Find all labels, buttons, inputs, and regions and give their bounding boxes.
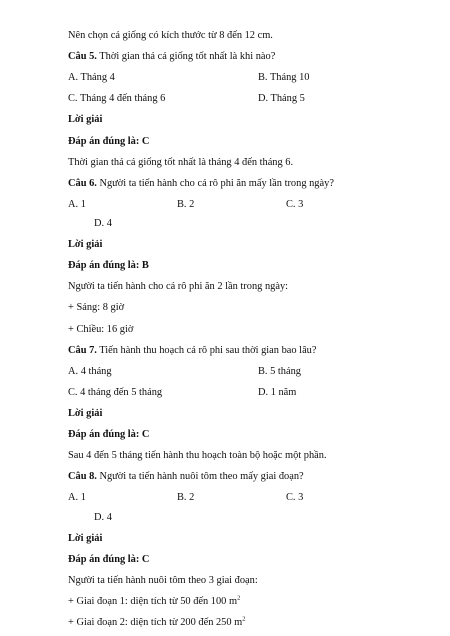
question-7-label: Câu 7.: [68, 344, 97, 356]
q8-item-2: [68, 616, 246, 629]
q5-option-a: A. Tháng 4: [68, 72, 115, 84]
q6-option-d: D. 4: [94, 218, 112, 229]
q6-item-2: + Chiều: 16 giờ: [68, 323, 134, 335]
q7-option-d: D. 1 năm: [258, 386, 297, 398]
question-7-text: Tiến hành thu hoạch cá rô phi sau thời gian bao lâu?: [96, 344, 317, 356]
intro-text: Nên chọn cá giống có kích thước từ 8 đến 12 cm.: [68, 30, 273, 41]
q8-option-b: B. 2: [177, 492, 195, 504]
q5-option-c: C. Tháng 4 đến tháng 6: [68, 93, 166, 105]
question-6: [68, 177, 334, 190]
question-8: [68, 470, 304, 483]
q7-option-c: C. 4 tháng đến 5 tháng: [68, 386, 163, 398]
q7-option-a: A. 4 tháng: [68, 365, 112, 377]
q6-item-1: + Sáng: 8 giờ: [68, 302, 125, 314]
question-8-label: Câu 8.: [68, 471, 97, 483]
q6-option-b: B. 2: [177, 198, 195, 210]
question-5-text: Thời gian thả cá giống tốt nhất là khi nào?: [96, 51, 276, 63]
question-8-text: Người ta tiến hành nuôi tôm theo mấy giai đoạn?: [96, 471, 304, 483]
q8-item-2-sup: 2: [242, 615, 246, 623]
q6-solution-label: Lời giải: [68, 239, 103, 251]
q8-option-c: C. 3: [286, 492, 304, 504]
q7-explanation: Sau 4 đến 5 tháng tiến hành thu hoạch toàn bộ hoặc một phần.: [68, 450, 327, 462]
q8-explanation: Người ta tiến hành nuôi tôm theo 3 giai đoạn:: [68, 574, 258, 586]
q6-explanation: Người ta tiến hành cho cá rô phi ăn 2 lần trong ngày:: [68, 281, 289, 293]
question-7: [68, 344, 317, 357]
q8-item-2-text: + Giai đoạn 2: diện tích từ 200 đến 250 m: [68, 617, 243, 628]
q8-answer: Đáp án đúng là: C: [68, 553, 150, 565]
q8-option-d: D. 4: [94, 511, 112, 523]
q8-option-a: A. 1: [68, 492, 86, 504]
q5-explanation: Thời gian thả cá giống tốt nhất là tháng 4 đến tháng 6.: [68, 156, 294, 168]
question-6-label: Câu 6.: [68, 177, 97, 189]
q8-item-1-text: + Giai đoạn 1: diện tích từ 50 đến 100 m: [68, 595, 238, 607]
q7-answer: Đáp án đúng là: C: [68, 429, 150, 440]
q5-option-d: D. Tháng 5: [258, 93, 305, 105]
question-5: [68, 50, 275, 63]
q8-item-1: [68, 595, 240, 608]
q5-option-b: B. Tháng 10: [258, 72, 310, 84]
question-6-text: Người ta tiến hành cho cá rô phi ăn mấy lần trong ngày?: [96, 177, 334, 189]
q6-answer: Đáp án đúng là: B: [68, 260, 149, 272]
question-5-label: Câu 5.: [68, 51, 97, 63]
q6-option-a: A. 1: [68, 198, 86, 210]
q5-solution-label: Lời giải: [68, 114, 103, 126]
q7-solution-label: Lời giải: [68, 407, 103, 419]
q8-item-1-sup: 2: [237, 594, 241, 602]
q5-answer: Đáp án đúng là: C: [68, 135, 150, 147]
q6-option-c: C. 3: [286, 198, 304, 210]
q7-option-b: B. 5 tháng: [258, 365, 302, 377]
q8-solution-label: Lời giải: [68, 532, 103, 544]
